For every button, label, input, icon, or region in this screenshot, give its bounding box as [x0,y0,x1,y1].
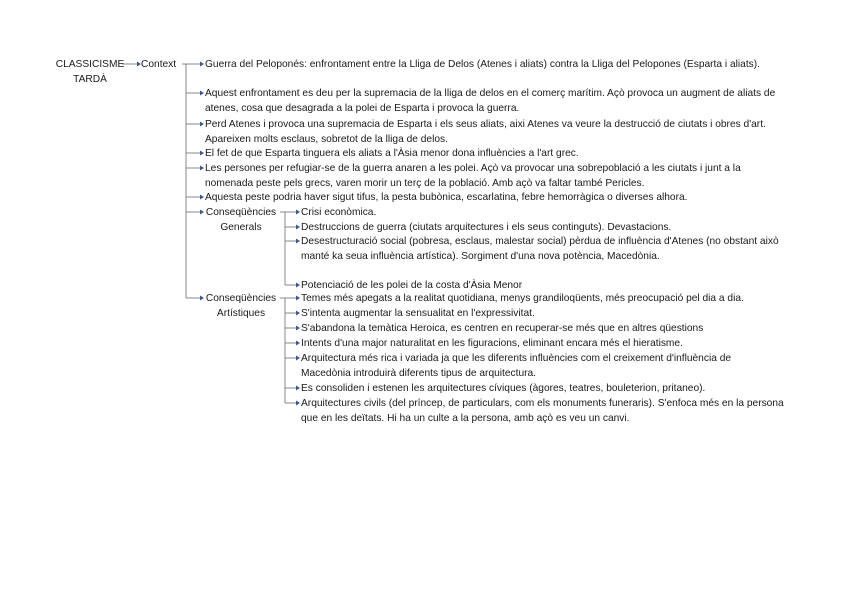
context-item: Guerra del Peloponés: enfrontament entre la Lliga de Delos (Atenes i aliats) contra la Lliga del Pelopones (Esparta i aliats). [205,59,760,70]
root-node: CLASSICISME TARDÀ [55,59,125,85]
artistiques-item: Temes més apegats a la realitat quotidiana, menys grandiloqüents, més preocupació pel dia a dia. [301,293,744,304]
artistiques-item: S'intenta augmentar la sensualitat en l'expressivitat. [301,308,535,319]
artistiques-item: S'abandona la temàtica Heroica, es centren en recuperar-se més que en altres qüestions [301,323,704,334]
arrowhead [296,296,300,301]
generals-item: Potenciació de les polei de la costa d'Àsia Menor [301,280,523,291]
arrowhead [200,195,204,200]
arrowhead [200,166,204,171]
arrowhead [296,311,300,316]
arrowhead [296,239,300,244]
generals-item: Crisi econòmica. [301,207,377,218]
arrowhead [296,401,300,406]
arrowhead [296,210,300,215]
generals-node: Conseqüències Generals [205,207,277,233]
arrowhead [296,326,300,331]
arrowhead [296,356,300,361]
context-item: El fet de que Esparta tinguera els aliats a l'Àsia menor dona influències a l'art grec. [205,148,579,159]
arrowhead [200,122,204,127]
arrowhead [296,225,300,230]
arrowhead [200,62,204,67]
artistiques-node: Conseqüències Artístiques [205,293,277,319]
arrowhead [200,151,204,156]
arrowhead [200,91,204,96]
artistiques-item: Intents d'una major naturalitat en les figuracions, eliminant encara més el hieratisme. [301,338,683,349]
context-item: Perd Atenes i provoca una supremacia de Esparta i els seus aliats, aixi Atenes va veure la destrucció de ciutats i obres d'art. Apareixen molts esclaus, sobretot de la lliga de delos. [205,119,766,145]
context-item: Aquesta peste podria haver sigut tifus, la pesta bubònica, escarlatina, febre hemorràgica o diverses alhora. [205,192,688,203]
arrowhead [296,386,300,391]
context-item: Les persones per refugiar-se de la guerra anaren a les polei. Açò va provocar una sobrepoblació a les ciutats i junt a la nomenada peste pels grecs, varen morir un terç de la població. Amb açò va faltar també Pericles. [205,163,741,189]
artistiques-item: Es consoliden i estenen les arquitectures cíviques (àgores, teatres, bouleterion, pritaneo). [301,383,706,394]
artistiques-item: Arquitectura més rica i variada ja que les diferents influències com el creixement d'influència de Macedònia introduirà diferents tipus de arquitectura. [301,353,732,379]
artistiques-item: Arquitectures civils (del príncep, de particulars, com els monuments funeraris). S'enfoca més en la persona que en les deïtats. Hi ha un culte a la persona, amb açò es veu un canvi. [301,398,784,424]
arrowhead [296,283,300,288]
context-node: Context [141,59,177,70]
context-item: Aquest enfrontament es deu per la supremacia de la lliga de delos en el comerç marítim. Açò provoca un augment de aliats de atenes, cosa que desagrada a la polei de Esparta i provoca la guerra. [205,88,776,114]
generals-item: Destruccions de guerra (ciutats arquitectures i els seus continguts). Devastacions. [301,222,672,233]
generals-item: Desestructuració social (pobresa, esclaus, malestar social) pèrdua de influència d'Atenes (no obstant això manté ka seua influència artística). Sorgiment d'una nova potència, Macedònia. [301,236,779,262]
arrowhead [296,341,300,346]
